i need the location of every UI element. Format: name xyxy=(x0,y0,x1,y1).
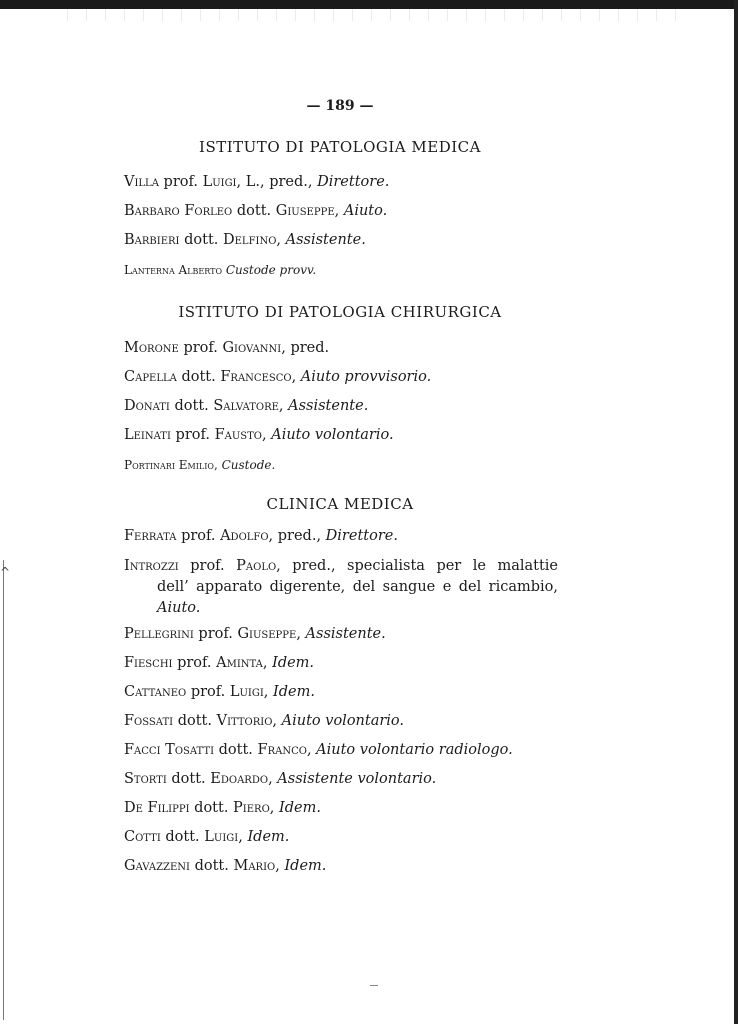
title: dott. xyxy=(171,771,206,787)
scan-right-border xyxy=(734,0,738,1024)
position: Idem. xyxy=(247,829,290,845)
role: , xyxy=(269,800,279,816)
entry xyxy=(124,340,329,356)
given-name: Fausto xyxy=(214,427,262,443)
entry xyxy=(124,713,404,729)
role: , xyxy=(296,626,306,642)
position: Assistente. xyxy=(288,398,369,414)
position: Direttore. xyxy=(325,528,398,544)
given-name: Luigi xyxy=(229,684,264,700)
given-name: Giuseppe xyxy=(275,203,335,219)
role: , xyxy=(263,684,274,700)
entry xyxy=(124,203,387,219)
position: Custode provv. xyxy=(225,263,317,277)
entry-multiline xyxy=(124,556,558,619)
role: , xyxy=(262,655,273,671)
title: prof. xyxy=(183,340,218,356)
role: , xyxy=(268,771,278,787)
section-heading-patologia-medica: ISTITUTO DI PATOLOGIA MEDICA xyxy=(199,138,481,156)
entry xyxy=(124,174,389,190)
position: Aiuto. xyxy=(343,203,388,219)
page-number: — 189 — xyxy=(306,98,374,114)
given-name: Salvatore xyxy=(213,398,279,414)
title: dott. xyxy=(184,232,219,248)
position: Idem. xyxy=(273,684,315,700)
title: prof. xyxy=(181,528,216,544)
title: dott. xyxy=(236,203,272,219)
entry xyxy=(124,427,394,443)
entry xyxy=(124,858,326,874)
entry xyxy=(124,800,321,816)
entry xyxy=(124,684,315,700)
title: dott. xyxy=(181,369,216,385)
scan-noise xyxy=(60,9,680,21)
given-name: Paolo xyxy=(236,558,277,574)
position: Idem. xyxy=(272,655,315,671)
entry xyxy=(124,263,316,277)
entry xyxy=(124,771,436,787)
surname: Storti xyxy=(124,771,167,787)
entry xyxy=(124,369,431,385)
position: Aiuto volontario. xyxy=(271,427,394,443)
position: Aiuto volontario. xyxy=(281,713,405,729)
title: prof. xyxy=(175,427,210,443)
scan-mark xyxy=(370,985,378,986)
role: , pred., specialista per le malattie xyxy=(276,558,559,574)
caret-mark-icon: ^ xyxy=(0,565,11,579)
entry xyxy=(124,626,386,642)
role: , xyxy=(262,427,272,443)
role: , L., pred., xyxy=(236,174,318,190)
surname: Facci Tosatti xyxy=(124,742,215,758)
role: , xyxy=(276,232,286,248)
entry xyxy=(124,655,314,671)
entry xyxy=(124,232,366,248)
title: dott. xyxy=(165,829,200,845)
role: , xyxy=(213,458,222,472)
surname: Donati xyxy=(124,398,170,414)
position: Aiuto volontario radiologo. xyxy=(316,742,513,758)
given-name: Aminta xyxy=(216,655,263,671)
surname: Villa xyxy=(124,174,159,190)
surname: Pellegrini xyxy=(124,626,194,642)
position: Direttore. xyxy=(317,174,390,190)
position: Custode. xyxy=(221,458,276,472)
given-name: Delfino xyxy=(223,232,277,248)
title: dott. xyxy=(194,858,229,874)
role-continuation: dell’ apparato digerente, del sangue e del ricambio, xyxy=(157,579,558,595)
role: , xyxy=(238,829,248,845)
entry xyxy=(124,829,289,845)
role: , xyxy=(275,858,285,874)
role: , xyxy=(306,742,317,758)
given-name: Francesco xyxy=(220,369,292,385)
role: , pred., xyxy=(268,528,326,544)
role: , xyxy=(291,369,301,385)
title: dott. xyxy=(177,713,212,729)
role: , xyxy=(272,713,282,729)
title: prof. xyxy=(177,655,212,671)
entry xyxy=(124,398,368,414)
position: Idem. xyxy=(284,858,327,874)
surname: Ferrata xyxy=(124,528,177,544)
entry xyxy=(124,742,513,758)
title: prof. xyxy=(198,626,233,642)
title: dott. xyxy=(194,800,229,816)
surname: Cattaneo xyxy=(124,684,187,700)
position: Assistente. xyxy=(285,232,366,248)
given-name: Giuseppe xyxy=(237,626,297,642)
given-name: Luigi xyxy=(204,829,239,845)
given-name: Franco xyxy=(257,742,307,758)
position: Assistente volontario. xyxy=(277,771,437,787)
surname: Barbaro Forleo xyxy=(124,203,233,219)
role: , pred. xyxy=(281,340,330,356)
given-name: Mario xyxy=(233,858,276,874)
surname: Leinati xyxy=(124,427,171,443)
surname: Portinari Emilio xyxy=(124,458,214,472)
surname: Fieschi xyxy=(124,655,173,671)
position: Idem. xyxy=(279,800,321,816)
surname: Capella xyxy=(124,369,177,385)
title: dott. xyxy=(174,398,209,414)
title: prof. xyxy=(190,684,226,700)
section-heading-clinica-medica: CLINICA MEDICA xyxy=(266,495,414,513)
surname: Introzzi xyxy=(124,558,179,574)
role: , xyxy=(278,398,289,414)
position: Aiuto. xyxy=(157,600,201,616)
title: dott. xyxy=(218,742,253,758)
surname: Cotti xyxy=(124,829,161,845)
given-name: Vittorio xyxy=(216,713,273,729)
surname: Barbieri xyxy=(124,232,180,248)
section-heading-patologia-chirurgica: ISTITUTO DI PATOLOGIA CHIRURGICA xyxy=(178,303,502,321)
surname: Gavazzeni xyxy=(124,858,190,874)
given-name: Edoardo xyxy=(210,771,269,787)
scan-top-border xyxy=(0,0,738,9)
given-name: Giovanni xyxy=(222,340,282,356)
surname: Lanterna Alberto xyxy=(124,263,223,277)
given-name: Piero xyxy=(233,800,270,816)
scan-left-edge xyxy=(3,560,4,1020)
entry xyxy=(124,458,275,472)
position: Assistente. xyxy=(305,626,386,642)
position: Aiuto provvisorio. xyxy=(300,369,432,385)
surname: Morone xyxy=(124,340,179,356)
surname: Fossati xyxy=(124,713,174,729)
given-name: Luigi xyxy=(202,174,237,190)
given-name: Adolfo xyxy=(220,528,269,544)
title: prof. xyxy=(190,558,225,574)
surname: De Filippi xyxy=(124,800,190,816)
title: prof. xyxy=(163,174,198,190)
entry xyxy=(124,528,398,544)
role: , xyxy=(334,203,344,219)
